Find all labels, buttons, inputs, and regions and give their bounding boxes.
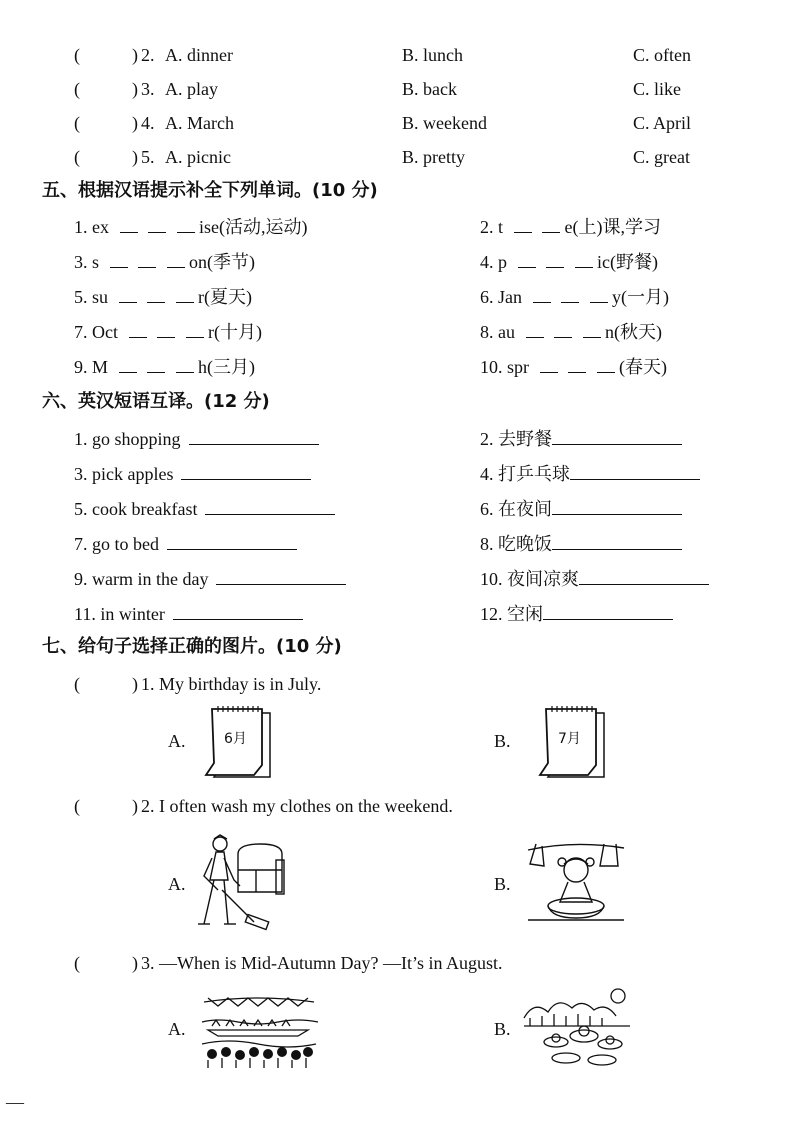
phrase-text: 11. in winter <box>74 604 165 624</box>
letter-blank[interactable] <box>561 286 579 303</box>
answer-line[interactable] <box>205 498 335 515</box>
letter-blank[interactable] <box>157 321 175 338</box>
phrase-item <box>74 533 297 554</box>
letter-blank[interactable] <box>542 216 560 233</box>
question-number: 4. <box>141 113 155 133</box>
phrase-item <box>480 428 682 449</box>
phrase-text: 8. 吃晚饭 <box>480 534 552 554</box>
option-b-label: B. <box>494 1019 511 1039</box>
answer-line[interactable] <box>543 603 673 620</box>
phrase-item <box>480 533 682 554</box>
phrase-item <box>74 428 319 449</box>
word-prefix: 9. M <box>74 357 109 377</box>
answer-line[interactable] <box>579 568 709 585</box>
word-suffix: n(秋天) <box>605 322 662 342</box>
letter-blank[interactable] <box>148 216 166 233</box>
option-a-label: A. <box>168 874 186 894</box>
word-prefix: 6. Jan <box>480 287 522 307</box>
phrase-text: 12. 空闲 <box>480 604 543 624</box>
question-text: 3. —When is Mid-Autumn Day? —It’s in August. <box>141 953 503 973</box>
word-item <box>74 321 262 342</box>
phrase-item <box>480 568 709 589</box>
word-item <box>480 321 662 342</box>
question-number: 5. <box>141 147 155 167</box>
answer-line[interactable] <box>189 428 319 445</box>
phrase-item <box>74 568 346 589</box>
answer-paren-close: ) <box>132 79 138 99</box>
word-item <box>74 216 307 237</box>
answer-paren-close: ) <box>132 796 138 816</box>
phrase-text: 4. 打乒乓球 <box>480 464 570 484</box>
answer-paren-open[interactable]: ( <box>74 147 80 167</box>
answer-paren-open[interactable]: ( <box>74 79 80 99</box>
answer-line[interactable] <box>173 603 303 620</box>
answer-line[interactable] <box>552 533 682 550</box>
phrase-item <box>480 463 700 484</box>
word-item <box>74 356 255 377</box>
option-b-label: B. <box>494 731 511 751</box>
word-suffix: (春天) <box>619 357 667 377</box>
letter-blank[interactable] <box>147 286 165 303</box>
word-prefix: 2. t <box>480 217 504 237</box>
answer-paren-open[interactable]: ( <box>74 953 80 973</box>
word-prefix: 10. spr <box>480 357 529 377</box>
letter-blank[interactable] <box>138 251 156 268</box>
word-suffix: r(十月) <box>208 322 262 342</box>
letter-blank[interactable] <box>540 356 558 373</box>
phrase-text: 2. 去野餐 <box>480 429 552 449</box>
washing-clothes-picture[interactable] <box>524 836 630 924</box>
option-b: B. weekend <box>402 113 487 133</box>
letter-blank[interactable] <box>119 356 137 373</box>
word-prefix: 5. su <box>74 287 109 307</box>
option-b: B. back <box>402 79 457 99</box>
calendar-label: 7月 <box>558 731 581 747</box>
section7-title: 七、给句子选择正确的图片。(10 分) <box>42 636 342 657</box>
answer-paren-open[interactable]: ( <box>74 796 80 816</box>
answer-line[interactable] <box>167 533 297 550</box>
letter-blank[interactable] <box>110 251 128 268</box>
answer-paren-close: ) <box>132 45 138 65</box>
letter-blank[interactable] <box>533 286 551 303</box>
option-b: B. pretty <box>402 147 465 167</box>
word-item <box>480 356 667 377</box>
letter-blank[interactable] <box>526 321 544 338</box>
phrase-text: 7. go to bed <box>74 534 159 554</box>
letter-blank[interactable] <box>546 251 564 268</box>
option-c: C. often <box>633 45 691 65</box>
calendar-label: 6月 <box>224 731 247 747</box>
letter-blank[interactable] <box>176 356 194 373</box>
letter-blank[interactable] <box>186 321 204 338</box>
option-b: B. lunch <box>402 45 463 65</box>
word-item <box>480 216 661 237</box>
calendar-july-icon[interactable] <box>534 705 610 781</box>
word-prefix: 1. ex <box>74 217 109 237</box>
letter-blank[interactable] <box>518 251 536 268</box>
answer-line[interactable] <box>552 428 682 445</box>
word-suffix: ise(活动,运动) <box>199 217 308 237</box>
option-c: C. April <box>633 113 692 133</box>
word-prefix: 7. Oct <box>74 322 118 342</box>
word-item <box>74 286 252 307</box>
question-text: 2. I often wash my clothes on the weekend. <box>141 796 453 816</box>
dragon-boat-race-picture[interactable] <box>198 992 320 1070</box>
letter-blank[interactable] <box>583 321 601 338</box>
option-c: C. like <box>633 79 681 99</box>
footer-mark: — <box>6 1092 24 1112</box>
word-suffix: r(夏天) <box>198 287 252 307</box>
letter-blank[interactable] <box>597 356 615 373</box>
letter-blank[interactable] <box>167 251 185 268</box>
option-a: A. play <box>165 79 218 99</box>
word-suffix: y(一月) <box>612 287 669 307</box>
answer-line[interactable] <box>552 498 682 515</box>
word-suffix: h(三月) <box>198 357 256 377</box>
letter-blank[interactable] <box>176 286 194 303</box>
phrase-item <box>480 498 682 519</box>
question-text: 1. My birthday is in July. <box>141 674 322 694</box>
phrase-item <box>74 603 303 624</box>
question-number: 2. <box>141 45 155 65</box>
option-c: C. great <box>633 147 690 167</box>
phrase-item <box>74 498 335 519</box>
option-a-label: A. <box>168 731 186 751</box>
word-item <box>480 251 658 272</box>
word-item <box>480 286 669 307</box>
calendar-june-icon[interactable] <box>200 705 276 781</box>
word-item <box>74 251 255 272</box>
answer-line[interactable] <box>181 463 311 480</box>
option-a: A. March <box>165 113 234 133</box>
word-prefix: 4. p <box>480 252 507 272</box>
answer-paren-open[interactable]: ( <box>74 45 80 65</box>
answer-line[interactable] <box>216 568 346 585</box>
phrase-text: 10. 夜间凉爽 <box>480 569 579 589</box>
answer-paren-open[interactable]: ( <box>74 674 80 694</box>
letter-blank[interactable] <box>147 356 165 373</box>
word-prefix: 3. s <box>74 252 100 272</box>
answer-paren-open[interactable]: ( <box>74 113 80 133</box>
letter-blank[interactable] <box>568 356 586 373</box>
letter-blank[interactable] <box>575 251 593 268</box>
word-suffix: e(上)课,学习 <box>564 217 661 237</box>
answer-paren-close: ) <box>132 113 138 133</box>
letter-blank[interactable] <box>119 286 137 303</box>
answer-line[interactable] <box>570 463 700 480</box>
phrase-text: 1. go shopping <box>74 429 181 449</box>
question-number: 3. <box>141 79 155 99</box>
phrase-text: 6. 在夜间 <box>480 499 552 519</box>
word-suffix: on(季节) <box>189 252 256 272</box>
section5-title: 五、根据汉语提示补全下列单词。(10 分) <box>42 180 378 201</box>
section6-title: 六、英汉短语互译。(12 分) <box>42 391 270 412</box>
answer-paren-close: ) <box>132 674 138 694</box>
word-suffix: ic(野餐) <box>597 252 658 272</box>
option-a-label: A. <box>168 1019 186 1039</box>
letter-blank[interactable] <box>177 216 195 233</box>
cleaning-floor-picture[interactable] <box>194 830 290 934</box>
letter-blank[interactable] <box>554 321 572 338</box>
letter-blank[interactable] <box>120 216 138 233</box>
answer-paren-close: ) <box>132 953 138 973</box>
answer-paren-close: ) <box>132 147 138 167</box>
word-prefix: 8. au <box>480 322 515 342</box>
mid-autumn-moon-picture[interactable] <box>520 986 640 1070</box>
phrase-text: 5. cook breakfast <box>74 499 198 519</box>
phrase-text: 9. warm in the day <box>74 569 209 589</box>
phrase-item <box>74 463 311 484</box>
letter-blank[interactable] <box>129 321 147 338</box>
letter-blank[interactable] <box>590 286 608 303</box>
option-a: A. dinner <box>165 45 233 65</box>
letter-blank[interactable] <box>514 216 532 233</box>
option-b-label: B. <box>494 874 511 894</box>
phrase-text: 3. pick apples <box>74 464 174 484</box>
phrase-item <box>480 603 673 624</box>
option-a: A. picnic <box>165 147 231 167</box>
